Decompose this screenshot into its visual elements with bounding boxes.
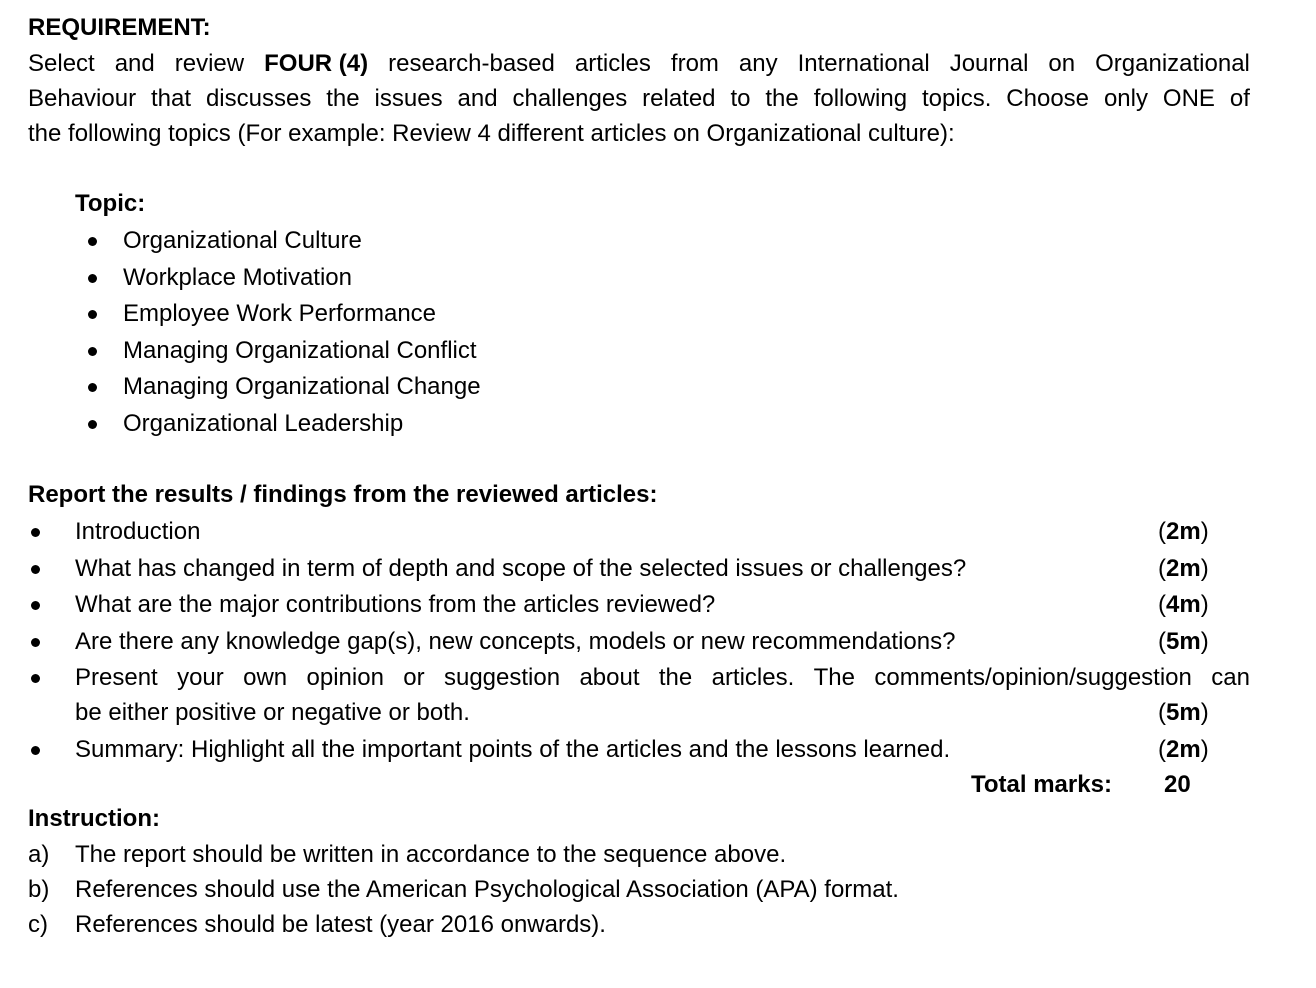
word: Journal bbox=[949, 50, 1029, 77]
report-item-line-2: be either positive or negative or both. bbox=[75, 699, 470, 726]
word: and bbox=[457, 85, 498, 112]
topic-label: Topic: bbox=[75, 190, 146, 217]
word: topics. bbox=[922, 85, 992, 112]
topic-item: Workplace Motivation bbox=[123, 264, 352, 291]
word: from bbox=[670, 50, 719, 77]
requirement-paragraph-line-2 bbox=[28, 84, 1250, 114]
topic-item: Organizational Culture bbox=[123, 227, 362, 254]
report-item: What are the major contributions from the articles reviewed? bbox=[75, 591, 716, 618]
bullet-icon bbox=[88, 274, 97, 283]
bullet-icon bbox=[88, 383, 97, 392]
word: that bbox=[151, 85, 192, 112]
report-item-marks: (5m) bbox=[1158, 628, 1209, 655]
topic-item: Organizational Leadership bbox=[123, 410, 404, 437]
word: Present bbox=[75, 664, 158, 691]
bullet-icon bbox=[31, 528, 40, 537]
word: suggestion bbox=[443, 664, 561, 691]
word: or bbox=[403, 664, 425, 691]
instruction-letter: b) bbox=[28, 876, 50, 903]
word: the bbox=[326, 85, 360, 112]
report-item: Introduction bbox=[75, 518, 201, 545]
word: comments/opinion/suggestion bbox=[874, 664, 1192, 691]
word: articles bbox=[574, 50, 651, 77]
word: of bbox=[1229, 85, 1250, 112]
report-item-marks: (2m) bbox=[1158, 736, 1209, 763]
bullet-icon bbox=[31, 746, 40, 755]
bullet-icon bbox=[31, 638, 40, 647]
word: any bbox=[738, 50, 778, 77]
report-item: Summary: Highlight all the important points of the articles and the lessons learned. bbox=[75, 736, 951, 763]
requirement-heading: REQUIREMENT: bbox=[28, 14, 211, 41]
word: the bbox=[658, 664, 693, 691]
report-item: What has changed in term of depth and scope of the selected issues or challenges? bbox=[75, 555, 967, 582]
word: and bbox=[114, 50, 155, 77]
word: Organizational bbox=[1095, 50, 1250, 77]
instruction-letter: c) bbox=[28, 911, 48, 938]
emphasis-four: FOUR (4) bbox=[264, 50, 369, 77]
instruction-letter: a) bbox=[28, 841, 50, 868]
word: related bbox=[642, 85, 716, 112]
bullet-icon bbox=[88, 310, 97, 319]
word: your bbox=[177, 664, 224, 691]
requirement-paragraph-line-3: the following topics (For example: Review 4 different articles on Organizational culture): bbox=[28, 120, 955, 147]
assignment-document bbox=[28, 0, 1250, 988]
word: articles. bbox=[711, 664, 795, 691]
word: Behaviour bbox=[28, 85, 137, 112]
instruction-heading: Instruction: bbox=[28, 805, 160, 832]
report-item-marks: (2m) bbox=[1158, 555, 1209, 582]
word: the bbox=[765, 85, 799, 112]
total-marks-value: 20 bbox=[1164, 771, 1191, 798]
instruction-item: The report should be written in accordance to the sequence above. bbox=[75, 841, 787, 868]
topic-item: Managing Organizational Change bbox=[123, 373, 481, 400]
word: following bbox=[813, 85, 908, 112]
word: about bbox=[579, 664, 640, 691]
bullet-icon bbox=[31, 674, 40, 683]
word: issues bbox=[374, 85, 443, 112]
bullet-icon bbox=[31, 601, 40, 610]
word: on bbox=[1048, 50, 1076, 77]
topic-item: Managing Organizational Conflict bbox=[123, 337, 477, 364]
report-item-marks: (4m) bbox=[1158, 591, 1209, 618]
word: The bbox=[813, 664, 855, 691]
word: Choose bbox=[1006, 85, 1090, 112]
word: to bbox=[730, 85, 751, 112]
requirement-paragraph-line-1 bbox=[28, 49, 1250, 79]
bullet-icon bbox=[88, 237, 97, 246]
report-item-line-1 bbox=[75, 663, 1250, 693]
bullet-icon bbox=[31, 565, 40, 574]
bullet-icon bbox=[88, 420, 97, 429]
report-item: Are there any knowledge gap(s), new concepts, models or new recommendations? bbox=[75, 628, 956, 655]
word: research-based bbox=[388, 50, 555, 77]
word: review bbox=[174, 50, 245, 77]
word: ONE bbox=[1162, 85, 1215, 112]
word: challenges bbox=[512, 85, 628, 112]
word: Select bbox=[28, 50, 95, 77]
report-item-marks: (5m) bbox=[1158, 699, 1209, 726]
word: discusses bbox=[205, 85, 312, 112]
word: opinion bbox=[306, 664, 384, 691]
instruction-item: References should be latest (year 2016 onwards). bbox=[75, 911, 606, 938]
report-heading: Report the results / findings from the reviewed articles: bbox=[28, 481, 658, 508]
topic-item: Employee Work Performance bbox=[123, 300, 437, 327]
bullet-icon bbox=[88, 347, 97, 356]
word: International bbox=[797, 50, 930, 77]
total-marks-label: Total marks: bbox=[971, 771, 1112, 798]
instruction-item: References should use the American Psychological Association (APA) format. bbox=[75, 876, 899, 903]
word: own bbox=[243, 664, 288, 691]
word: only bbox=[1103, 85, 1148, 112]
report-item-marks: (2m) bbox=[1158, 518, 1209, 545]
word: can bbox=[1211, 664, 1250, 691]
